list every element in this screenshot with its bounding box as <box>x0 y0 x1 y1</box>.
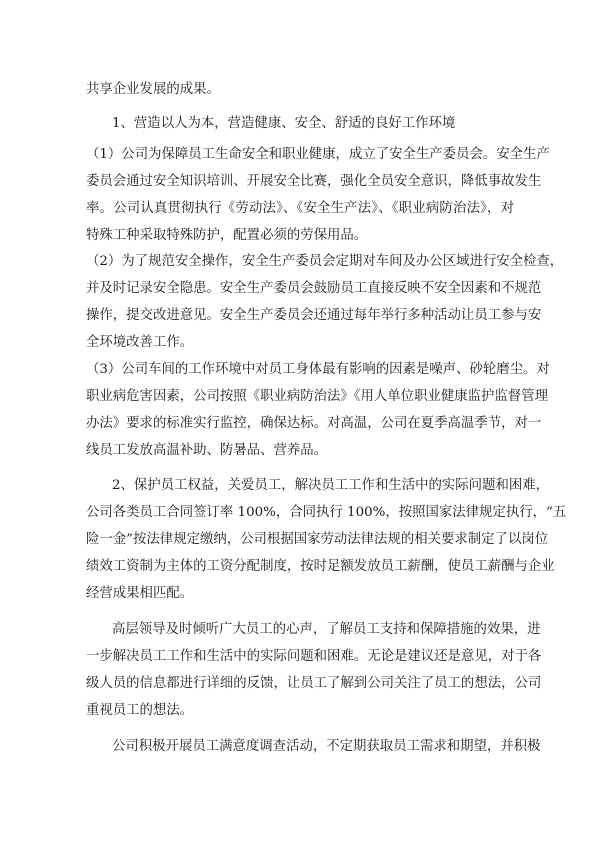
text-line: 险一金”按法律规定缴纳，公司根据国家劳动法律法规的相关要求制定了以岗位 <box>86 532 549 547</box>
section-heading: 2、保护员工权益，关爱员工，解决员工工作和生活中的实际问题和困难， <box>112 478 550 493</box>
section-heading: 1、营造以人为本，营造健康、安全、舒适的良好工作环境 <box>112 116 456 131</box>
text-line: 公司积极开展员工满意度调查活动，不定期获取员工需求和期望，并积极 <box>112 739 541 754</box>
text-line: 绩效工资制为主体的工资分配制度，按时足额发放员工薪酬，使员工薪酬与企业 <box>86 559 555 574</box>
text-line: 特殊工种采取特殊防护，配置必须的劳保用品。 <box>86 228 368 243</box>
text-line: （2）为了规范安全操作，安全生产委员会定期对车间及办公区域进行安全检查， <box>86 254 564 269</box>
text-line: 经营成果相匹配。 <box>86 586 194 601</box>
text-line: 公司各类员工合同签订率 100%，合同执行 100%，按照国家法律规定执行，“五 <box>86 505 567 520</box>
text-line: 重视员工的想法。 <box>86 703 194 718</box>
text-line: 级人员的信息都进行详细的反馈，让员工了解到公司关注了员工的想法，公司 <box>86 676 542 691</box>
text-line: 职业病危害因素，公司按照《职业病防治法》《用人单位职业健康监护监督管理 <box>86 389 548 404</box>
text-line: 全环境改善工作。 <box>86 335 194 350</box>
text-line: （3）公司车间的工作环境中对员工身体最有影响的因素是噪声、砂轮磨尘。对 <box>86 362 550 377</box>
text-line: 共享企业发展的成果。 <box>86 82 220 97</box>
text-line: 一步解决员工工作和生活中的实际问题和困难。无论是建议还是意见，对于各 <box>86 649 542 664</box>
text-line: 率。公司认真贯彻执行《劳动法》、《安全生产法》、《职业病防治法》，对 <box>86 201 514 216</box>
text-line: 委员会通过安全知识培训、开展安全比赛，强化全员安全意识，降低事故发生 <box>86 174 542 189</box>
text-line: 办法》要求的标准实行监控，确保达标。对高温，公司在夏季高温季节，对一 <box>86 416 542 431</box>
text-line: 高层领导及时倾听广大员工的心声，了解员工支持和保障措施的效果，进 <box>112 622 541 637</box>
text-line: （1）公司为保障员工生命安全和职业健康，成立了安全生产委员会。安全生产 <box>86 147 550 162</box>
text-line: 并及时记录安全隐患。安全生产委员会鼓励员工直接反映不安全因素和不规范 <box>86 281 542 296</box>
text-line: 操作，提交改进意见。安全生产委员会还通过每年举行多种活动让员工参与安 <box>86 308 542 323</box>
text-line: 线员工发放高温补助、防暑品、营养品。 <box>86 443 328 458</box>
